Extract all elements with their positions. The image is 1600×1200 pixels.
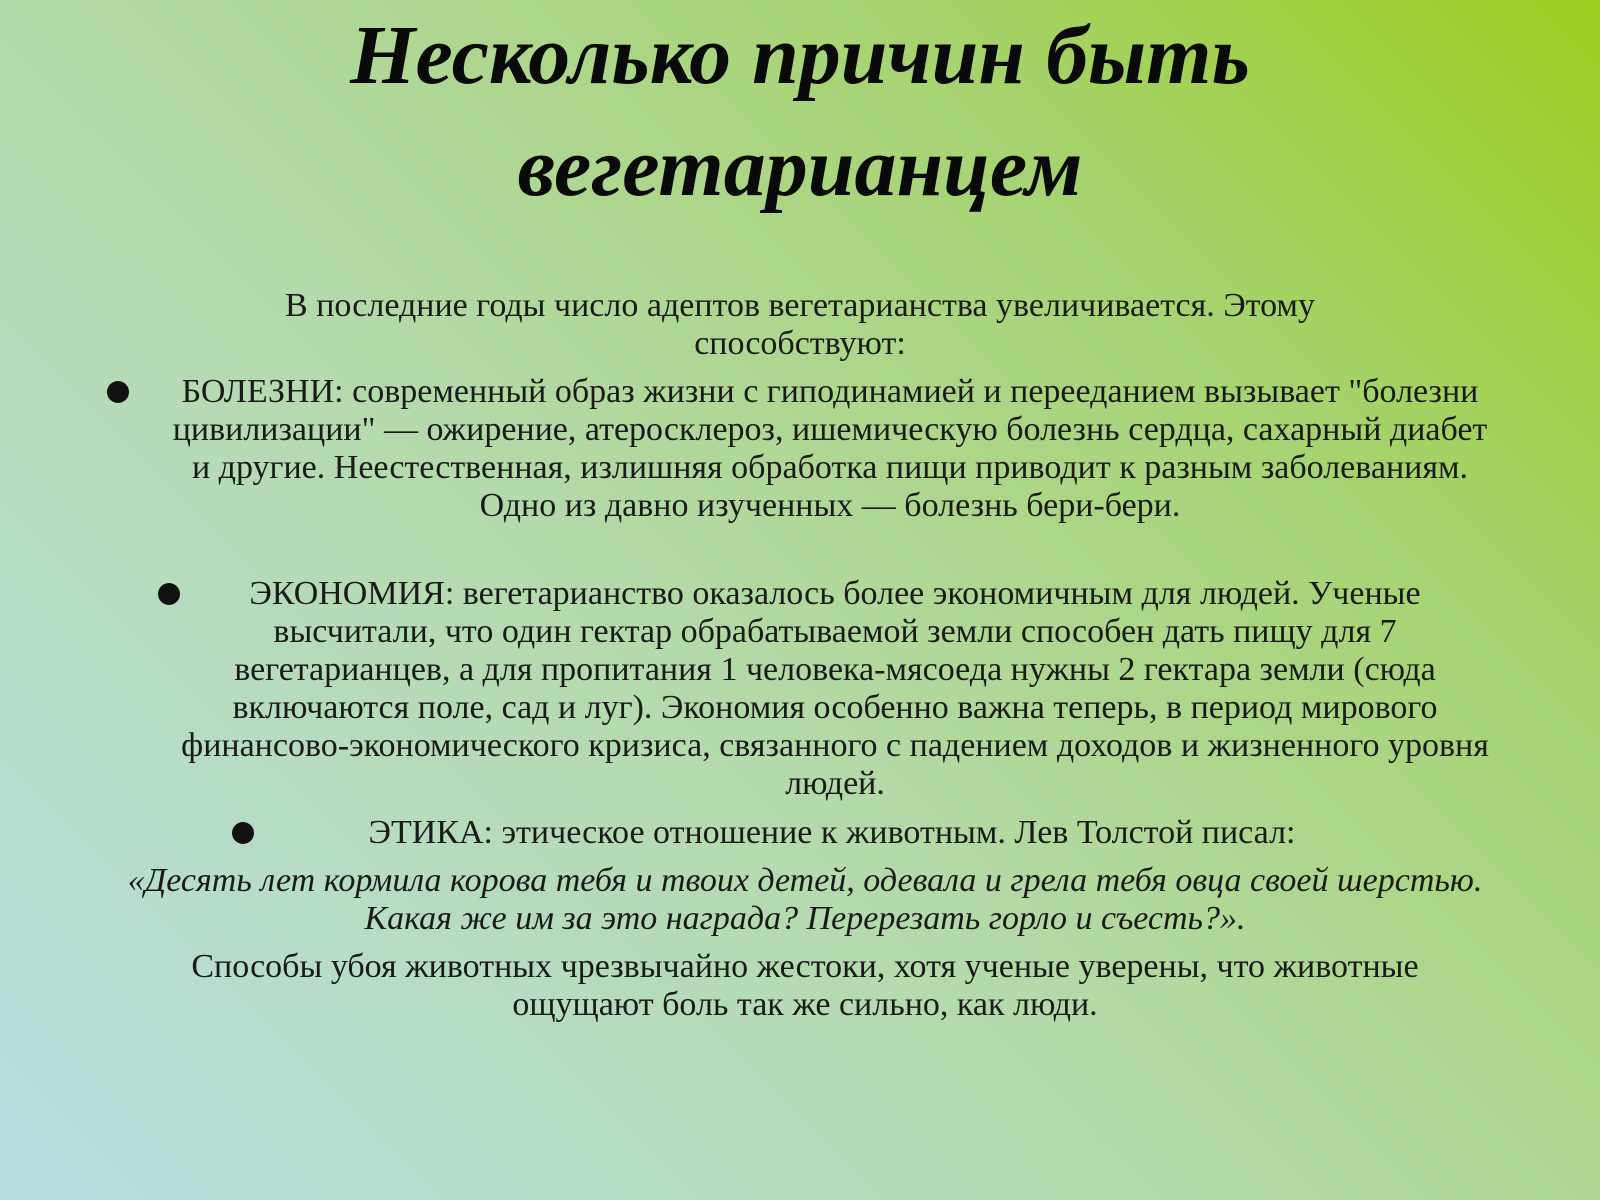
slide-title: Несколько причин быть вегетарианцем (350, 9, 1250, 214)
list-item-economy (175, 575, 1495, 803)
list-item-text (282, 814, 1382, 852)
list-item-body: : этическое отношение к животным. Лев Толстой писал: (483, 814, 1296, 851)
list-item-ethics (282, 814, 1382, 852)
tolstoy-quote: «Десять лет кормила корова тебя и твоих детей, одевала и грела тебя овца своей шерстью. Какая же им за это награда? Перерезать горло и съесть?». (127, 862, 1483, 937)
list-item-heading: ЭКОНОМИЯ (249, 575, 445, 612)
list-item-body: : современный образ жизни с гиподинамией и перееданием вызывает "болезни цивилизации" — ожирение, атеросклероз, ишемическую болезнь сердца, сахарный диабет и другие. Неестественная, излишняя обработка пищи приводит к разным заболеваниям. Одно из давно изученных — болезнь бери-бери. (172, 373, 1488, 524)
list-item-heading: ЭТИКА (368, 814, 484, 851)
list-item-text (175, 575, 1495, 803)
bullet-icon (232, 822, 254, 844)
bullet-icon (107, 381, 129, 403)
list-item-body: : вегетарианство оказалось более экономичным для людей. Ученые высчитали, что один гектар обрабатываемой земли способен дать пищу для 7 вегетарианцев, а для пропитания 1 человека-мясоеда нужны 2 гектара земли (сюда включаются поле, сад и луг). Экономия особенно важна теперь, в период мирового финансово-экономического кризиса, связанного с падением доходов и жизненного уровня людей. (181, 575, 1489, 802)
list-item-heading: БОЛЕЗНИ (181, 373, 335, 410)
list-item-diseases (160, 373, 1500, 525)
intro-text: В последние годы число адептов вегетарианства увеличивается. Этому способствуют: (285, 287, 1315, 362)
closing-text: Способы убоя животных чрезвычайно жестоки, хотя ученые уверены, что животные ощущают боль так же сильно, как люди. (191, 948, 1419, 1023)
list-item-text (160, 373, 1500, 525)
